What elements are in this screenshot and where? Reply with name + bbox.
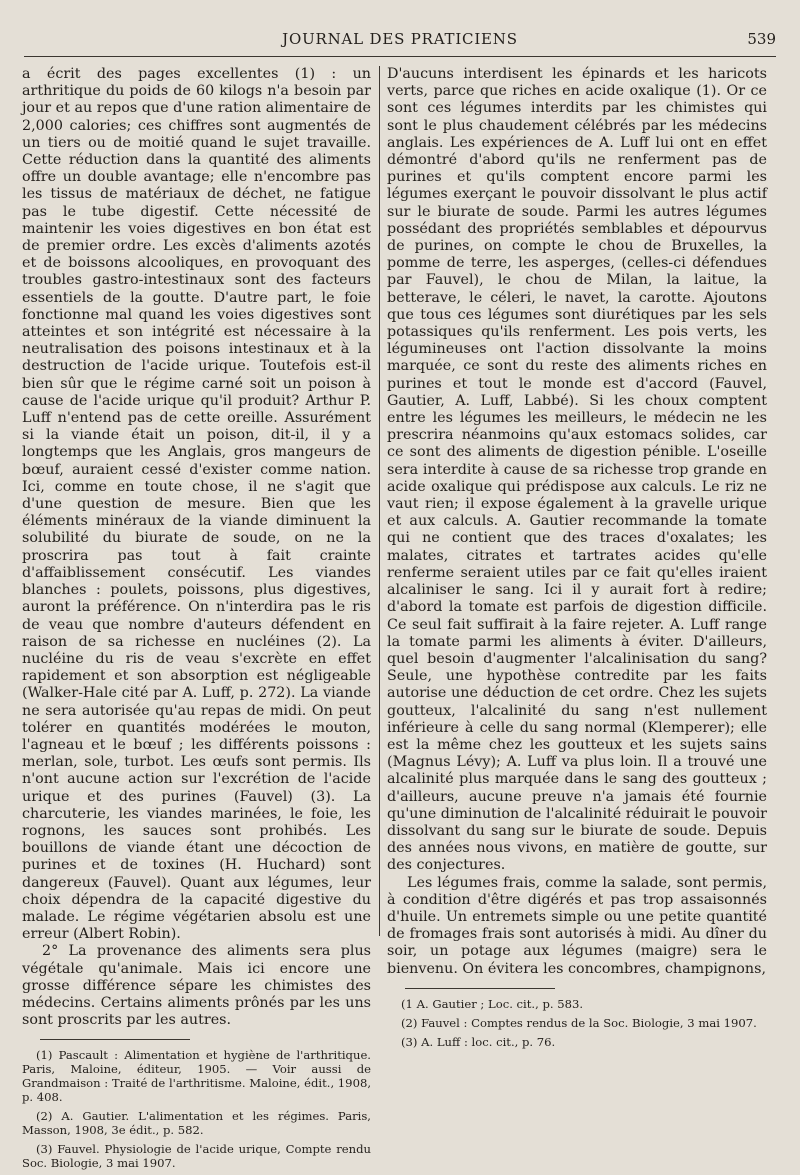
footnotes-right: [387, 997, 767, 1049]
footnote-right-3: (3) A. Luff : loc. cit., p. 76.: [401, 1034, 556, 1049]
footnotes-left: [22, 1048, 371, 1170]
left-column: [22, 66, 371, 1175]
left-paragraph-2: 2° La provenance des aliments sera plus végétale qu'animale. Mais ici encore une grosse différence sépare les chimistes des médecins. Certains aliments prônés par les uns sont proscrits par les autres.: [22, 943, 371, 1029]
footnote-rule-left: [40, 1039, 190, 1040]
column-divider: [379, 66, 380, 936]
running-head: [24, 30, 776, 50]
right-paragraph-2: Les légumes frais, comme la salade, sont permis, à condition d'être digérés et pas trop assaisonnés d'huile. Un entremets simple ou une petite quantité de fromages frais sont autorisés à midi. Au dîner du soir, un potage aux légumes (maigre) sera le bienvenu. On évitera les concombres, champignons,: [387, 874, 767, 977]
footnote-left-2: (2) A. Gautier. L'alimentation et les régimes. Paris, Masson, 1908, 3e édit., p. 582.: [22, 1109, 371, 1138]
footnote-left-3: (3) Fauvel. Physiologie de l'acide urique, Compte rendu Soc. Biologie, 3 mai 1907.: [22, 1142, 371, 1171]
footnote-right-2: (2) Fauvel : Comptes rendus de la Soc. Biologie, 3 mai 1907.: [401, 1015, 757, 1030]
header-rule: [24, 56, 776, 57]
right-paragraph-1: D'aucuns interdisent les épinards et les haricots verts, parce que riches en acide oxalique (1). Or ce sont ces légumes interdits par les chimistes qui sont le plus chaudement célébrés par les médecins anglais. Les expériences de A. Luff lui ont en effet démontré d'abord qu'ils ne renferment pas de purines et qu'ils comptent encore parmi les légumes exerçant le pouvoir dissolvant le plus actif sur le biurate de soude. Parmi les autres légumes possédant des propriétés semblables et dépourvus de purines, on compte le chou de Bruxelles, la pomme de terre, les asperges, (celles-ci défendues par Fauvel), le chou de Milan, la laitue, la betterave, le céleri, le navet, la carotte. Ajoutons que tous ces légumes sont diurétiques par les sels potassiques qu'ils renferment. Les pois verts, les légumineuses ont l'action dissolvante la moins marquée, ce sont du reste des aliments riches en purines et tout le monde est d'accord (Fauvel, Gautier, A. Luff, Labbé). Si les choux comptent entre les légumes les meilleurs, le médecin ne les prescrira néanmoins qu'aux estomacs solides, car ce sont des aliments de digestion pénible. L'oseille sera interdite à cause de sa richesse trop grande en acide oxalique qui prédispose aux calculs. Le riz ne vaut rien; il expose également à la gravelle urique et aux calculs. A. Gautier recommande la tomate qui ne contient que des traces d'oxalates; les malates, citrates et tartrates acides qu'elle renferme seraient utiles par ce fait qu'elles iraient alcaliniser le sang. Ici il y aurait fort à redire; d'abord la tomate est parfois de digestion difficile. Ce seul fait suffirait à la faire rejeter. A. Luff range la tomate parmi les aliments à éviter. D'ailleurs, quel besoin d'augmenter l'alcalinisation du sang? Seule, une hypothèse contredite par les faits autorise une déduction de cet ordre. Chez les sujets goutteux, l'alcalinité du sang n'est nullement inférieure à celle du sang normal (Klemperer); elle est la même chez les goutteux et les sujets sains (Magnus Lévy); A. Luff va plus loin. Il a trouvé une alcalinité plus marquée dans le sang des goutteux ; d'ailleurs, aucune preuve n'a jamais été fournie qu'une diminution de l'alcalinité réduirait le pouvoir dissolvant du sang sur le biurate de soude. Depuis des années nous vivons, en matière de goutte, sur des conjectures.: [387, 66, 767, 874]
footnote-rule-right: [405, 988, 555, 989]
page-number: 539: [747, 30, 776, 48]
footnote-right-1: (1 A. Gautier ; Loc. cit., p. 583.: [401, 996, 584, 1011]
left-paragraph-1: a écrit des pages excellentes (1) : un arthritique du poids de 60 kilogs n'a besoin par jour et au repos que d'une ration alimentaire de 2,000 calories; ces chiffres sont augmentés de un tiers ou de moitié quand le sujet travaille. Cette réduction dans la quantité des aliments offre un double avantage; elle n'encombre pas les tissus de matériaux de déchet, ne fatigue pas le tube digestif. Cette nécessité de maintenir les voies digestives en bon état est de premier ordre. Les excès d'aliments azotés et de boissons alcooliques, en provoquant des troubles gastro-intestinaux sont des facteurs essentiels de la goutte. D'autre part, le foie fonctionne mal quand les voies digestives sont atteintes et son intégrité est nécessaire à la neutralisation des poisons intestinaux et à la destruction de l'acide urique. Toutefois est-il bien sûr que le régime carné soit un poison à cause de l'acide urique qu'il produit? Arthur P. Luff n'entend pas de cette oreille. Assurément si la viande était un poison, dit-il, il y a longtemps que les Anglais, gros mangeurs de bœuf, auraient cessé d'exister comme nation. Ici, comme en toute chose, il ne s'agit que d'une question de mesure. Bien que les éléments minéraux de la viande diminuent la solubilité du biurate de soude, on ne la proscrira pas tout à fait crainte d'affaiblissement consécutif. Les viandes blanches : poulets, poissons, plus digestives, auront la préférence. On n'interdira pas le ris de veau que nombre d'auteurs défendent en raison de sa richesse en nucléines (2). La nucléine du ris de veau s'excrète en effet rapidement et son absorption est négligeable (Walker-Hale cité par A. Luff, p. 272). La viande ne sera autorisée qu'au repas de midi. On peut tolérer en quantités modérées le mouton, l'agneau et le bœuf ; les différents poissons : merlan, sole, turbot. Les œufs sont permis. Ils n'ont aucune action sur l'excrétion de l'acide urique et des purines (Fauvel) (3). La charcuterie, les viandes marinées, le foie, les rognons, les sauces sont prohibés. Les bouillons de viande étant une décoction de purines et de toxines (H. Huchard) sont dangereux (Fauvel). Quant aux légumes, leur choix dépendra de la capacité digestive du malade. Le régime végétarien absolu est une erreur (Albert Robin).: [22, 66, 371, 943]
right-column: [387, 66, 767, 1054]
footnote-left-1: (1) Pascault : Alimentation et hygiène de l'arthritique. Paris, Maloine, éditeur, 1905. — Voir aussi de Grandmaison : Traité de l'arthritisme. Maloine, édit., 1908, p. 408.: [22, 1048, 372, 1105]
journal-title: JOURNAL DES PRATICIENS: [282, 30, 518, 48]
